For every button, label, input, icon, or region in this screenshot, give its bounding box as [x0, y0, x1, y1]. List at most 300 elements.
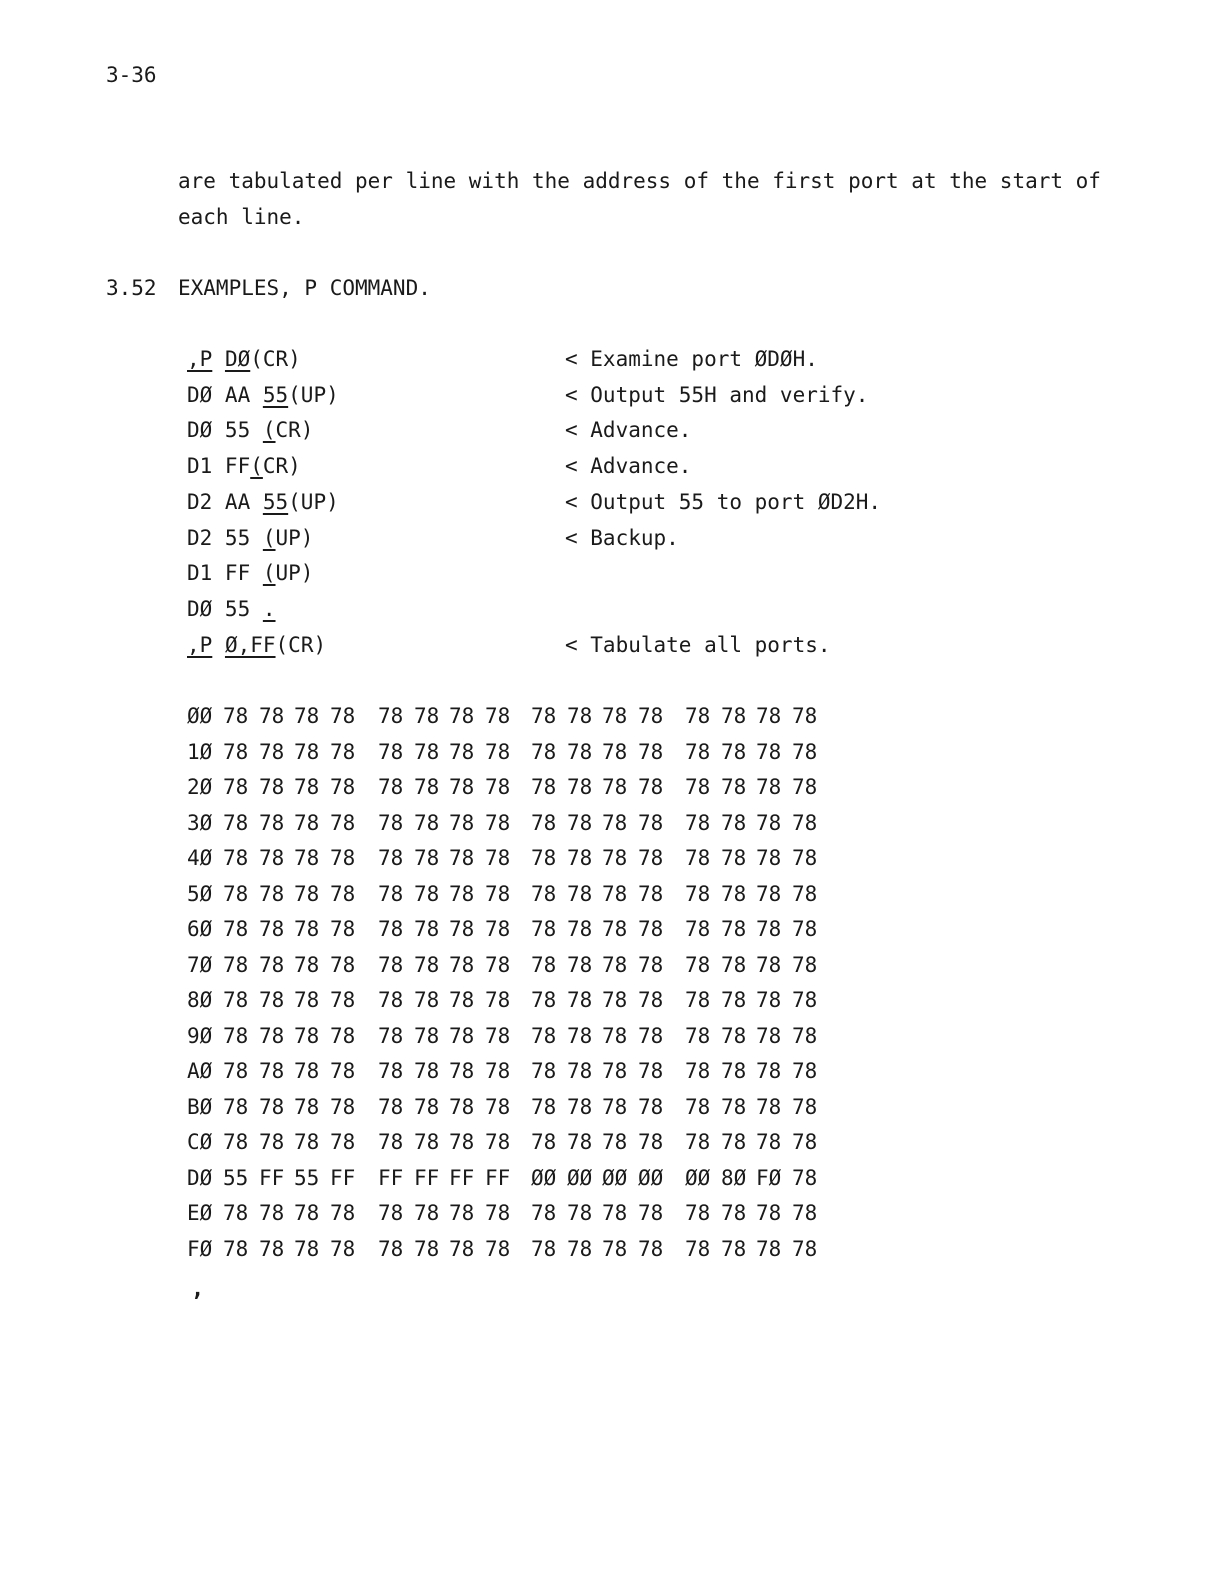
port-value: 78	[756, 1130, 782, 1154]
port-value: 78	[294, 740, 320, 764]
port-value: 78	[531, 1130, 557, 1154]
port-value: 78	[721, 1130, 747, 1154]
session-comment: < Advance.	[565, 418, 692, 442]
port-value: 78	[567, 917, 593, 941]
command-token: 55	[262, 383, 289, 407]
port-value: 78	[638, 988, 664, 1012]
port-value: 78	[414, 1059, 440, 1083]
port-value: 78	[330, 1237, 356, 1261]
port-value: 78	[756, 846, 782, 870]
port-value: 78	[602, 740, 628, 764]
port-value: 78	[223, 1095, 249, 1119]
port-value: 78	[531, 882, 557, 906]
port-value: 78	[414, 704, 440, 728]
port-value: 78	[792, 882, 818, 906]
port-value: 78	[485, 775, 511, 799]
port-value: 78	[602, 882, 628, 906]
port-value: 78	[449, 953, 475, 977]
port-value: 78	[567, 1095, 593, 1119]
port-value: 78	[567, 704, 593, 728]
port-value: 78	[567, 1059, 593, 1083]
port-value: 78	[414, 1201, 440, 1225]
command-token: (	[262, 526, 276, 550]
command-token: D1 FF	[187, 454, 251, 478]
port-value: ØØ	[602, 1166, 628, 1190]
command-token: (	[262, 561, 276, 585]
port-value: 78	[602, 775, 628, 799]
port-value: 78	[531, 988, 557, 1012]
port-value: 78	[756, 1059, 782, 1083]
row-address: CØ	[187, 1130, 213, 1154]
port-value: 78	[638, 740, 664, 764]
port-value: 78	[792, 1237, 818, 1261]
port-value: 78	[414, 917, 440, 941]
session-command	[187, 382, 339, 408]
port-value: 78	[531, 1059, 557, 1083]
port-value: 78	[485, 740, 511, 764]
port-value: 78	[792, 1201, 818, 1225]
port-value: 78	[449, 882, 475, 906]
port-value: 78	[378, 953, 404, 977]
port-value: 78	[485, 1237, 511, 1261]
port-value: 78	[638, 917, 664, 941]
port-value: 78	[294, 704, 320, 728]
port-value: 78	[756, 988, 782, 1012]
row-address: AØ	[187, 1059, 213, 1083]
port-value: 78	[223, 1130, 249, 1154]
port-value: 78	[330, 740, 356, 764]
port-value: 78	[685, 988, 711, 1012]
row-address: 1Ø	[187, 740, 213, 764]
port-value: 78	[414, 846, 440, 870]
port-value: 78	[485, 1130, 511, 1154]
port-value: 78	[378, 882, 404, 906]
port-value: 78	[449, 811, 475, 835]
port-value: 78	[638, 775, 664, 799]
session-command	[187, 560, 313, 586]
port-value: FF	[485, 1166, 511, 1190]
session-command	[187, 453, 301, 479]
port-value: 78	[602, 1024, 628, 1048]
port-value: 78	[414, 953, 440, 977]
port-value: 78	[414, 811, 440, 835]
port-value: 78	[294, 953, 320, 977]
port-value: 78	[223, 953, 249, 977]
port-value: 55	[223, 1166, 249, 1190]
port-value: 78	[721, 1024, 747, 1048]
port-value: 78	[756, 811, 782, 835]
port-value: 78	[223, 775, 249, 799]
port-value: 78	[414, 1130, 440, 1154]
port-value: 78	[567, 1024, 593, 1048]
port-value: 78	[378, 988, 404, 1012]
port-value: 78	[294, 1201, 320, 1225]
port-value: 78	[223, 882, 249, 906]
command-token	[212, 633, 225, 657]
port-value: 78	[531, 1024, 557, 1048]
command-token: (CR)	[250, 347, 301, 371]
port-value: 78	[378, 1024, 404, 1048]
row-address: BØ	[187, 1095, 213, 1119]
row-address: FØ	[187, 1237, 213, 1261]
port-value: 78	[449, 1237, 475, 1261]
command-token: CR)	[262, 454, 301, 478]
port-value: 78	[792, 953, 818, 977]
port-value: 78	[721, 775, 747, 799]
port-value: 78	[602, 1059, 628, 1083]
port-value: 78	[294, 1059, 320, 1083]
port-value: 78	[531, 1095, 557, 1119]
port-value: 78	[330, 1024, 356, 1048]
port-value: 78	[721, 953, 747, 977]
session-comment: < Tabulate all ports.	[565, 633, 831, 657]
port-value: 78	[531, 811, 557, 835]
port-value: 78	[223, 740, 249, 764]
port-value: 78	[792, 988, 818, 1012]
port-value: 78	[567, 811, 593, 835]
row-address: 3Ø	[187, 811, 213, 835]
port-value: 78	[294, 775, 320, 799]
row-address: 4Ø	[187, 846, 213, 870]
port-value: 78	[602, 1201, 628, 1225]
session-comment: < Backup.	[565, 526, 679, 550]
port-value: 78	[449, 846, 475, 870]
row-address: 9Ø	[187, 1024, 213, 1048]
port-value: 78	[259, 1059, 285, 1083]
session-comment: < Advance.	[565, 454, 692, 478]
port-value: 78	[756, 953, 782, 977]
port-value: 78	[259, 882, 285, 906]
port-value: 8Ø	[721, 1166, 747, 1190]
command-token: (UP)	[288, 490, 339, 514]
port-value: 78	[414, 882, 440, 906]
port-value: 78	[567, 775, 593, 799]
port-value: 78	[531, 953, 557, 977]
port-value: 78	[638, 882, 664, 906]
port-value: FF	[259, 1166, 285, 1190]
port-value: 78	[685, 1024, 711, 1048]
port-value: 78	[792, 1095, 818, 1119]
port-value: FF	[449, 1166, 475, 1190]
port-value: 78	[294, 988, 320, 1012]
port-value: 78	[721, 740, 747, 764]
port-value: ØØ	[638, 1166, 664, 1190]
port-value: 78	[638, 811, 664, 835]
port-value: 78	[259, 704, 285, 728]
port-value: 78	[223, 988, 249, 1012]
port-value: 78	[294, 917, 320, 941]
command-token: D2 55	[187, 526, 263, 550]
port-value: 78	[330, 811, 356, 835]
row-address: 5Ø	[187, 882, 213, 906]
port-value: 78	[721, 917, 747, 941]
port-value: 78	[259, 1201, 285, 1225]
row-address: 8Ø	[187, 988, 213, 1012]
port-value: 78	[259, 846, 285, 870]
command-token: DØ 55	[187, 597, 263, 621]
command-token: D1 FF	[187, 561, 263, 585]
command-token: ,P	[187, 347, 213, 371]
port-value: 78	[685, 811, 711, 835]
port-value: 78	[330, 775, 356, 799]
port-value: 78	[259, 988, 285, 1012]
port-value: 78	[485, 1095, 511, 1119]
port-value: 78	[378, 1237, 404, 1261]
port-value: 78	[330, 917, 356, 941]
port-value: 78	[792, 740, 818, 764]
section-title: EXAMPLES, P COMMAND.	[178, 276, 431, 300]
session-command	[187, 346, 301, 372]
port-value: 78	[330, 704, 356, 728]
port-value: 78	[685, 1201, 711, 1225]
port-value: 78	[449, 1201, 475, 1225]
port-value: 78	[685, 704, 711, 728]
row-address: 7Ø	[187, 953, 213, 977]
port-value: 78	[685, 846, 711, 870]
command-token: DØ 55	[187, 418, 263, 442]
port-value: 78	[567, 1201, 593, 1225]
port-value: 78	[638, 953, 664, 977]
port-value: 78	[449, 1095, 475, 1119]
port-value: 78	[756, 1237, 782, 1261]
port-value: 78	[294, 882, 320, 906]
session-comment: < Output 55 to port ØD2H.	[565, 490, 882, 514]
port-value: 78	[378, 846, 404, 870]
port-value: 78	[294, 1095, 320, 1119]
port-value: 78	[685, 775, 711, 799]
port-value: 78	[449, 988, 475, 1012]
port-value: 78	[638, 1095, 664, 1119]
session-command	[187, 417, 313, 443]
port-value: 78	[259, 1095, 285, 1119]
command-token: UP)	[275, 526, 314, 550]
port-value: 78	[259, 1024, 285, 1048]
session-command	[187, 596, 276, 622]
port-value: 78	[259, 811, 285, 835]
port-value: 78	[414, 740, 440, 764]
port-value: 78	[330, 846, 356, 870]
port-value: 78	[792, 775, 818, 799]
port-value: FF	[330, 1166, 356, 1190]
port-value: 78	[685, 1095, 711, 1119]
port-value: 78	[721, 811, 747, 835]
port-value: 78	[685, 882, 711, 906]
port-value: 78	[485, 1201, 511, 1225]
command-token: CR)	[275, 418, 314, 442]
port-value: 78	[721, 1201, 747, 1225]
port-value: 78	[414, 1237, 440, 1261]
port-value: 78	[756, 775, 782, 799]
port-value: 78	[414, 988, 440, 1012]
command-token	[212, 347, 225, 371]
port-value: 78	[531, 1201, 557, 1225]
port-value: 78	[567, 1237, 593, 1261]
port-value: 78	[567, 988, 593, 1012]
port-value: 78	[721, 988, 747, 1012]
port-value: 78	[223, 811, 249, 835]
port-value: 78	[378, 1201, 404, 1225]
port-value: 78	[485, 953, 511, 977]
port-value: 78	[638, 1237, 664, 1261]
port-value: 78	[485, 988, 511, 1012]
port-value: 78	[602, 1095, 628, 1119]
port-value: FF	[378, 1166, 404, 1190]
port-value: 78	[685, 917, 711, 941]
port-value: FF	[414, 1166, 440, 1190]
port-value: 78	[602, 953, 628, 977]
port-value: 78	[792, 1024, 818, 1048]
port-value: 78	[685, 740, 711, 764]
port-value: 78	[567, 882, 593, 906]
session-command	[187, 489, 339, 515]
port-value: 78	[485, 882, 511, 906]
port-value: 78	[485, 917, 511, 941]
intro-text-line-2: each line.	[178, 205, 305, 229]
port-value: 78	[449, 704, 475, 728]
port-value: 78	[485, 1024, 511, 1048]
port-value: FØ	[756, 1166, 782, 1190]
port-value: 78	[531, 775, 557, 799]
port-value: 78	[223, 1024, 249, 1048]
port-value: 78	[449, 917, 475, 941]
port-value: 78	[721, 704, 747, 728]
command-token: UP)	[275, 561, 314, 585]
port-value: 78	[330, 1059, 356, 1083]
port-value: 78	[721, 882, 747, 906]
port-value: ØØ	[685, 1166, 711, 1190]
port-value: 78	[685, 953, 711, 977]
port-value: 78	[259, 775, 285, 799]
port-value: 78	[414, 1024, 440, 1048]
port-value: 78	[223, 846, 249, 870]
port-value: 78	[485, 811, 511, 835]
port-value: 78	[756, 704, 782, 728]
port-value: 78	[378, 740, 404, 764]
port-value: 78	[567, 846, 593, 870]
port-value: 78	[685, 1237, 711, 1261]
port-value: 78	[294, 1130, 320, 1154]
port-value: 78	[449, 1024, 475, 1048]
port-value: 78	[602, 811, 628, 835]
port-value: 78	[223, 1237, 249, 1261]
command-token: (	[250, 454, 263, 478]
port-value: 78	[756, 1201, 782, 1225]
port-value: 78	[259, 953, 285, 977]
port-value: 78	[378, 704, 404, 728]
port-value: 78	[756, 1024, 782, 1048]
port-value: 78	[259, 1130, 285, 1154]
port-value: 78	[449, 740, 475, 764]
row-address: 6Ø	[187, 917, 213, 941]
command-token: DØ	[224, 347, 251, 371]
port-value: 78	[330, 882, 356, 906]
port-value: 78	[449, 1059, 475, 1083]
port-value: 78	[756, 917, 782, 941]
command-token: 55	[262, 490, 289, 514]
row-address: DØ	[187, 1166, 213, 1190]
command-token: D2 AA	[187, 490, 263, 514]
port-value: 78	[602, 1237, 628, 1261]
port-value: 78	[792, 1059, 818, 1083]
command-token: .	[262, 597, 276, 621]
command-token: DØ AA	[187, 383, 263, 407]
port-value: 78	[378, 1130, 404, 1154]
port-value: 78	[378, 1095, 404, 1119]
page-number: 3-36	[106, 63, 157, 87]
port-value: 78	[330, 1201, 356, 1225]
port-value: 78	[294, 1237, 320, 1261]
port-value: 78	[223, 1059, 249, 1083]
port-value: ØØ	[531, 1166, 557, 1190]
port-value: 78	[721, 846, 747, 870]
port-value: 78	[414, 775, 440, 799]
port-value: 78	[567, 953, 593, 977]
port-value: 78	[378, 917, 404, 941]
command-token: (UP)	[288, 383, 339, 407]
port-value: 78	[567, 740, 593, 764]
port-value: 78	[330, 1130, 356, 1154]
port-value: 78	[792, 811, 818, 835]
port-value: 78	[485, 1059, 511, 1083]
port-value: 78	[330, 953, 356, 977]
port-value: 78	[721, 1059, 747, 1083]
port-value: 78	[531, 1237, 557, 1261]
port-value: 78	[294, 846, 320, 870]
port-value: 78	[378, 811, 404, 835]
port-value: 78	[602, 917, 628, 941]
command-token: (	[262, 418, 276, 442]
intro-text-line-1: are tabulated per line with the address of the first port at the start of	[178, 169, 1101, 193]
port-value: 78	[531, 704, 557, 728]
port-value: 78	[378, 1059, 404, 1083]
port-value: 78	[259, 740, 285, 764]
port-value: 78	[638, 1059, 664, 1083]
port-value: 78	[531, 917, 557, 941]
row-address: EØ	[187, 1201, 213, 1225]
port-value: 78	[756, 882, 782, 906]
port-value: 78	[638, 704, 664, 728]
port-value: 78	[792, 917, 818, 941]
port-value: 78	[638, 846, 664, 870]
port-value: 78	[449, 1130, 475, 1154]
port-value: 78	[485, 704, 511, 728]
port-value: 78	[602, 846, 628, 870]
port-value: 78	[414, 1095, 440, 1119]
port-value: 78	[638, 1024, 664, 1048]
port-value: 78	[792, 1166, 818, 1190]
session-command	[187, 525, 313, 551]
port-value: 78	[638, 1201, 664, 1225]
row-address: ØØ	[187, 704, 213, 728]
port-value: 78	[449, 775, 475, 799]
port-value: 78	[602, 988, 628, 1012]
port-value: 78	[378, 775, 404, 799]
port-value: 78	[792, 704, 818, 728]
final-prompt: ,	[191, 1277, 205, 1302]
command-token: Ø,FF	[224, 633, 276, 657]
port-value: 78	[756, 1095, 782, 1119]
port-value: 78	[259, 917, 285, 941]
port-value: 78	[721, 1095, 747, 1119]
port-value: 78	[223, 1201, 249, 1225]
command-token: (CR)	[275, 633, 327, 657]
port-value: 55	[294, 1166, 320, 1190]
port-value: 78	[531, 740, 557, 764]
session-comment: < Examine port ØDØH.	[565, 347, 818, 371]
port-value: 78	[294, 1024, 320, 1048]
port-value: 78	[792, 1130, 818, 1154]
port-value: 78	[602, 704, 628, 728]
